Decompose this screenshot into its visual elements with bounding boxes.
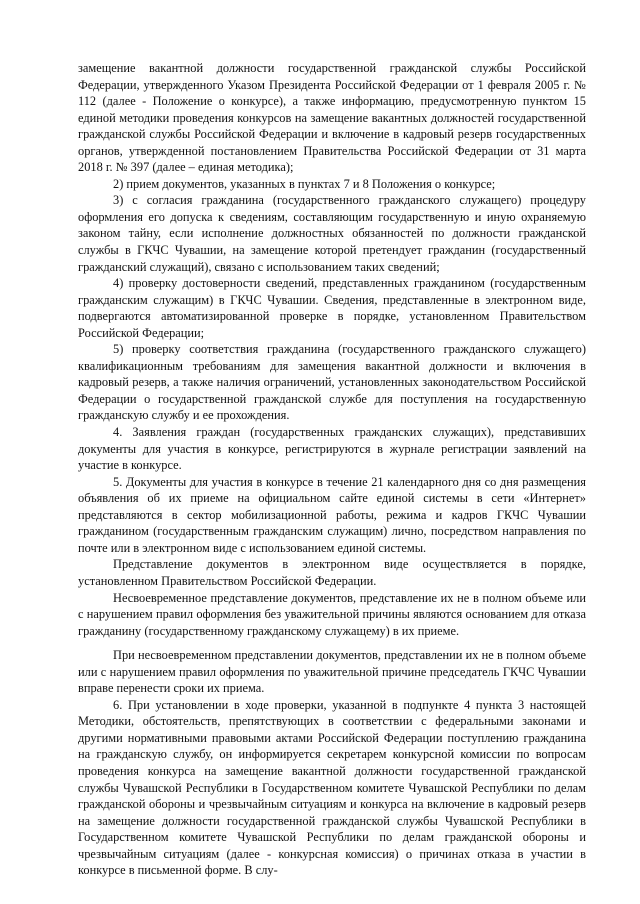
paragraph-late-submission: Несвоевременное представление документов, представление их не в полном объеме или с нарушением правил оформления без уважительной причины являются основанием для отказа гражданину (государственному гражданскому служащему) в их приеме. [78,590,586,638]
document-page [78,60,586,879]
paragraph-point-5: 5. Документы для участия в конкурсе в течение 21 календарного дня со дня размещения объявления об их приеме на официальном сайте единой системы в сети «Интернет» представляются в сектор мобилизационной работы, режима и кадров ГКЧС Чувашии гражданином (государственным гражданским служащим) лично, посредством направления по почте или в электронном виде с использованием единой системы. [78,474,586,555]
paragraph-item-5: 5) проверку соответствия гражданина (государственного гражданского служащего) квалификационным требованиям для замещения вакантной должности и включения в кадровый резерв, а также наличия ограничений, установленных законодательством Российской Федерации о государственной гражданской службе для поступления на государственную гражданскую службу и ее прохождения. [78,342,586,423]
paragraph-point-6: 6. При установлении в ходе проверки, указанной в подпункте 4 пункта 3 настоящей Методики, обстоятельств, препятствующих в соответствии с федеральными законами и другими нормативными правовыми актами Российской Федерации поступлению гражданина на гражданскую службу, он информируется секретарем конкурсной комиссии по вопросам проведения конкурса на замещение вакантной должности государственной гражданской службы Чувашской Республики в Государственном комитете Чувашской Республики по делам гражданской обороны и чрезвычайным ситуациям и конкурса на включение в кадровый резерв на замещение должности государственной гражданской службы Чувашской Республики в Государственном комитете Чувашской Республики по делам гражданской обороны и чрезвычайным ситуациям (далее - конкурсная комиссия) о причинах отказа в участии в конкурсе в письменной форме. В слу- [78,697,586,878]
paragraph-valid-reason: При несвоевременном представлении документов, представлении их не в полном объеме или с нарушением правил оформления по уважительной причине председатель ГКЧС Чувашии вправе перенести сроки их приема. [78,648,586,696]
paragraph-electronic-submission: Представление документов в электронном виде осуществляется в порядке, установленном Правительством Российской Федерации. [78,557,586,588]
paragraph-continuation: замещение вакантной должности государственной гражданской службы Российской Федерации, утвержденного Указом Президента Российской Федерации от 1 февраля 2005 г. № 112 (далее - Положение о конкурсе), а также информацию, предусмотренную пунктом 15 единой методики проведения конкурсов на замещение вакантных должностей государственной гражданской службы Российской Федерации и включение в кадровый резерв государственных органов, утвержденной постановлением Правительства Российской Федерации от 31 марта 2018 г. № 397 (далее – единая методика); [78,61,586,175]
paragraph-item-3: 3) с согласия гражданина (государственного гражданского служащего) процедуру оформления его допуска к сведениям, составляющим государственную и иную охраняемую законом тайну, если исполнение должностных обязанностей по должности гражданской службы в ГКЧС Чувашии, на замещение которой претендует гражданин (государственный гражданский служащий), связано с использованием таких сведений; [78,193,586,274]
paragraph-item-4: 4) проверку достоверности сведений, представленных гражданином (государственным гражданским служащим) в ГКЧС Чувашии. Сведения, представленные в электронном виде, подвергаются автоматизированной проверке в порядке, установленном Правительством Российской Федерации; [78,276,586,340]
paragraph-item-2: 2) прием документов, указанных в пунктах 7 и 8 Положения о конкурсе; [113,176,496,191]
paragraph-point-4: 4. Заявления граждан (государственных гражданских служащих), представивших документы для участия в конкурсе, регистрируются в журнале регистрации заявлений на участие в конкурсе. [78,425,586,473]
